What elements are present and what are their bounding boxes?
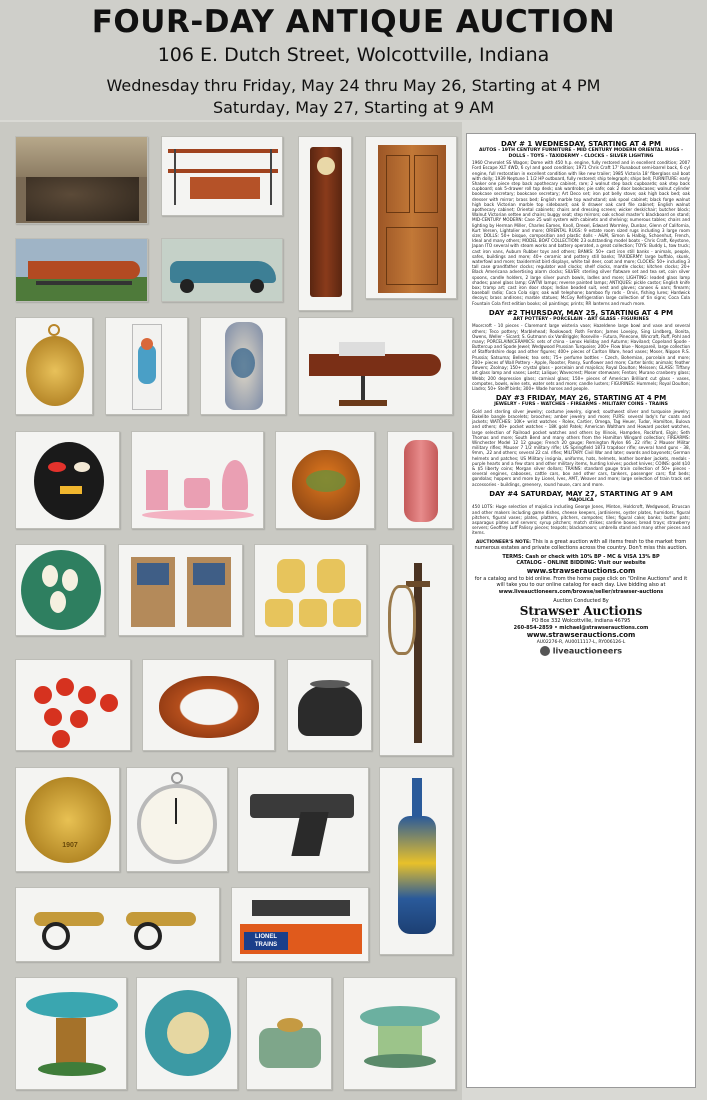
photo-step-back-cupboard (365, 136, 457, 299)
photo-wall-pocket-set (254, 544, 367, 636)
photo-handgun (237, 767, 369, 872)
photo-tall-case-clock (298, 136, 352, 311)
photo-wall-shelf-unit (161, 136, 283, 216)
lionel-box-label: LIONEL TRAINS (244, 932, 288, 950)
photo-rookwood-vase (387, 431, 453, 529)
photo-cannons (15, 887, 220, 962)
photo-majolica-floral-plate (136, 977, 238, 1090)
day-3-heading: DAY #3 FRIDAY, MAY 26, STARTING AT 4 PM (495, 394, 667, 403)
day-4-categories: MAJOLICA (568, 497, 594, 503)
liveauctioneers-link[interactable]: www.liveauctioneers.com/browse/seller/strawser-auctions (498, 588, 664, 595)
live-logo-mark (540, 646, 550, 656)
page-title: FOUR-DAY ANTIQUE AUCTION (91, 4, 616, 40)
auction-dates-line-2: Saturday, May 27, Starting at 9 AM (212, 98, 495, 117)
coin-year: 1907 (62, 842, 78, 849)
auction-catalog (466, 133, 696, 1088)
photo-bakelite-bangle (142, 659, 275, 751)
photo-collage (0, 122, 462, 1100)
live-logo-text: liveauctioneers (552, 646, 623, 656)
day-2-description: Moorcroft - 10 pieces - Claremont large wisteria vase; Hazeldene large bowl and vase and several others; Teco pottery; Marblehead; Rookwood; Roth Fenton; James Lovejoy, Sing Lindberg, Bonita, Owens, Weller - Sicard; S. Gutmann six VanBriggle; Roseville - Futura, Pinecone, Wincraft, Ruff, Pohl and many; PORCELAIN/CERAMICS: sets of china - Lenox Holiday and Autumn; Haviland; Copeland Spode - Buttercup and Spode Jewel; Wedgwood Prussian Turquoise; 200+ Flow blue - Nonpareil, large collection of Staffordshire dogs and other figures; 400+ pieces of Carlton Ware, head vases; Moser, Nippon R.S. Prussia; Satsuma; Belleek; tea sets; 75+ perfume bottles - Czech, Bohemian, porcelain and more; 200+ pieces of Wall Pottery - Apple, Rooster, Pansy, Sunflower and more; Carter birds; animals; feather flowers; Zsolnay; 150+ crystal glass - porcelain and majolica; Royal Doulton; Meissen; GLASS: Tiffany art glass lamp and vases; Loetz; Lalique; Wavecrest; Moser stemware; Fenton; Murano cranberry glass; Webb; 200 depression glass; carnival glass; 150+ pieces of American Brilliant cut glass - vases, compotes, bowls, wine sets, water sets and more; candle lusters; FIGURINES: Hummels; Royal Doulton; Lladro; 50+ Steiff birds; 300+ Wade horses and people. (472, 323, 690, 391)
auction-address: 106 E. Dutch Street, Wolcottville, Indiana (157, 44, 550, 66)
photo-beaded-gloves (118, 544, 243, 636)
liveauctioneers-logo (472, 646, 690, 657)
photo-railroad-pocket-watch (126, 767, 228, 872)
photo-pocket-watch-gold (15, 317, 93, 415)
photo-face-glass-vase (15, 431, 120, 529)
photo-majolica-planter (343, 977, 456, 1090)
day-2-categories: ART POTTERY - PORCELAIN - ART GLASS - FIGURINES (513, 316, 649, 322)
photo-military-helmet (287, 659, 372, 751)
day-3-description: Gold and sterling silver jewelry; costume jewelry, signed; southwest silver and turquoise jewelry; Bakelite bangle bracelets; brooches; amber jewelry and more; FURS: several lady's fur coats and jackets; WATCHES: 10K+ wrist watches - Rolex, Cartier, Omega, Tag Heuer, Tudor, Hamilton, Bulova and others; 40+ pocket watches - 18K gold Patek; American Waltham and Howard pocket watches, large selection of Railroad pocket watches and others by Illinois, Hampden, Rockford, Elgin; Seth Thomas and more; South Bend and many others from the Hamilton Wingard collection; FIREARMS: Winchester Model 12 12 gauge; French 20 gauge; Remington Nylon 66 .22 rifle; 2 Mauser Militar military rifles; Mauser 7 1/2 military rifle; US Springfield 1873 trapdoor rifle; several hand guns - 38, 9mm, .22 and others; several 22 cal. rifles; MILITARY: Civil War and later; swords and bayonets; German helmets and patches; US Military insignia, uniforms, hats, helmets, leather bomber jackets, medals - purple hearts and a few stars and other military items, hunting knives; pocket knives; COINS: gold $10 & $5 liberty coins; Morgan silver dollars; TRAINS: standard gauge train collection of 50+ pieces - several engines, cabooses, cattle cars, box and other cars, tankers, passenger cars; flat beds; gondolas; hoppers and more by Lionel, Ives, AMT, Weaver and more; large selection of train track set accessories - buildings, greenery, round house, cars and more. (472, 408, 690, 487)
photo-painted-vase (105, 317, 188, 415)
day-1-description: 1960 Chevrolet SS Wagon; Dome with 450 h.p. engine, fully restored and in excellent condition; 2007 Ford Escape XLT 4WD, 6 cyl and good condition; 1971 Chris Craft 17' Runabout semi-barrel back, 6 cyl engine, full restoration in excellent condition with like new trailer; 1985 Victoria 18' fiberglass sail boat with dolly; 1939 Neptune 1 1/2 HP outboard, fully restored; ship telegraph; ships bell; FURNITURE: early Shaker one piece step back apothecary cabinet, rare; 2 walnut step back cupboards; oak step back cupboard; oak 5-drawer roll top desk; oak wardrobe; pie safe; oak 2 door bookcases; walnut cylinder bookcase secretary; bookcase secretary; Art Deco set; iron pot belly stove; oak high back bed; oak dresser with mirror; brass bed; English marble top washstand; oak spool cabinet; black forge walnut high back Victorian marble top sideboard; oak 8 drawer oak card file cabinet; English walnut apothecary cabinet; Oriental cabinets; chairs and dressing screen; wicker desk/chair; butcher block; Walnut Victorian settee and chairs; buggy seat; step mirrors; oak school master's blackboard on stand; MID-CENTURY MODERN: Case 25 wall system with cabinets and shelving; numerous tables; chairs and lighting by Herman Miller, Charles Eames, Knoll, Drexel, Edward Wormley, Dunbar, Glenn of California, Kurt Versen, Lightolier and more; ORIENTAL RUGS: 9 estate room sized rugs including 3 large room size; DOLLS: 50+ bisque, composition and plastic dolls - A&M, Simon & Halbig, Schoenhut, French, Ideal and many others; MODEL BOAT COLLECTION: 23 outstanding model boats - Chris Craft, Keystone, Japan ITO several with steam works and battery operated, a great collection; TOYS: Buddy L, tow truck; cast iron vans, Auburn Rubber toys and others; BANKS: 50+ cast iron still banks - animals, people, safes, buildings and more; 40+ ceramic and pottery still banks; TAXIDERMY: large buffalo, skunk, waterfowl and more; taxidermist bird displays, white tail deer, coat and more; CLOCKS: 50+ including 3 tall case grandfather clocks; regulator wall clocks; shelf clocks, mantle clocks; kitchen clocks; 20+ Black Americana advertising alarm clocks; SILVER: sterling silver flatware set and tea set, coin silver spoons, candle holders, 2 large silver punch bowls, ladles and more; LIGHTING: leaded glass lamp shades; panel glass lamp; GWTW lamps; reverse painted lamps; ANTIQUES: pickle castor; English knife box; tramp art; cast iron door stops; Indian beaded suit, vest and gloves; canoes & oars; firearm; baseball radio; Coca Cola sign; oak wall telephone; bamboo fly rods - Orvis, fishing lures; Hardwick decoys; brass andirons; marble statues; McCoy Refrigeration large collection of tin signs; Coca Cola Fountain Cola first edition books; oil paintings; prints; RR lanterns and much more. (472, 160, 690, 306)
day-1-heading: DAY # 1 WEDNESDAY, STARTING AT 4 PM (501, 140, 661, 148)
auctioneer-note-text: This is a great auction with all items fresh to the market from numerous estates and private collections across the country. Don't miss this auction. (474, 538, 688, 552)
photo-blue-decanter (379, 767, 453, 955)
photo-moorcroft-vase (275, 431, 375, 529)
photo-battle-painting (15, 136, 148, 224)
photo-tomato-majolica (15, 659, 131, 751)
website-link-2[interactable]: www.strawserauctions.com (526, 631, 636, 640)
photo-majolica-plate (15, 544, 105, 636)
photo-majolica-cheese-keeper (246, 977, 332, 1090)
contact-info[interactable]: 260-854-2859 • michael@strawserauctions.com (513, 624, 649, 631)
photo-perfume-bottles (131, 431, 264, 529)
photo-dagger-sheath (379, 544, 453, 756)
terms: TERMS: Cash or check with 10% BP - MC & VISA 13% BP (502, 553, 660, 560)
photo-art-glass-vase (200, 317, 286, 415)
day-3-categories: JEWELRY - FURS - WATCHES - FIREARMS - MILITARY COINS - TRAINS (494, 402, 668, 408)
auctioneer-name: Strawser Auctions (519, 604, 643, 619)
auction-dates-line-1: Wednesday thru Friday, May 24 thru May 26, Starting at 4 PM (106, 76, 601, 95)
photo-lionel-train (231, 887, 369, 962)
photo-chevrolet-wagon (161, 238, 283, 302)
conducted-by: Auction Conducted By (553, 597, 609, 604)
day-1-categories: AUTOS - 19TH CENTURY FURNITURE - MID CENTURY MODERN ORIENTAL RUGS - DOLLS - TOYS - TAXIDERMY - CLOCKS - SILVER LIGHTING (479, 148, 683, 159)
auctioneer-note (472, 539, 690, 552)
auctioneer-note-label: AUCTIONEER'S NOTE: (475, 539, 531, 545)
photo-model-boat (298, 317, 453, 415)
catalog-instructions: for a catalog and to bid online. From the home page click on "Online Auctions" and it will take you to our online catalog for each day. Live bidding also at (474, 575, 688, 589)
catalog-online-bidding: CATALOG - ONLINE BIDDING: Visit our website (516, 560, 646, 567)
po-box: PO Box 332 Wolcottville, Indiana 46795 (531, 618, 631, 625)
license-numbers: AU02276-R, AU0011117-L, RY006126-L (536, 640, 626, 646)
day-4-description: 450 LOTS: Huge selection of majolica including George Jones, Minton, Holdcroft, Wedgwood, Etruscan and other makers including game dishes, cheese keepers, jardinieres, oyster plates, humidors, figural pitchers, figural vases; plates, platters, pitchers, compotes; tiles; figural cake; banks; butter pats; asparagus plates and servers; syrup pitchers; match strikes; sardine boxes; bread trays; strawberry servers; Geoffrey Luff Palissy pieces; teapots; blackamoors; umbrella stand and many other pieces and items. (472, 504, 690, 536)
photo-gold-coin (15, 767, 120, 872)
website-link-1[interactable]: www.strawserauctions.com (526, 566, 636, 575)
photo-runabout-boat (15, 238, 148, 302)
auction-header (0, 0, 707, 120)
day-4-heading: DAY #4 SATURDAY, MAY 27, STARTING AT 9 AM (489, 489, 673, 498)
photo-majolica-compote (15, 977, 127, 1090)
day-2-heading: DAY #2 THURSDAY, MAY 25, STARTING AT 4 PM (488, 308, 674, 317)
